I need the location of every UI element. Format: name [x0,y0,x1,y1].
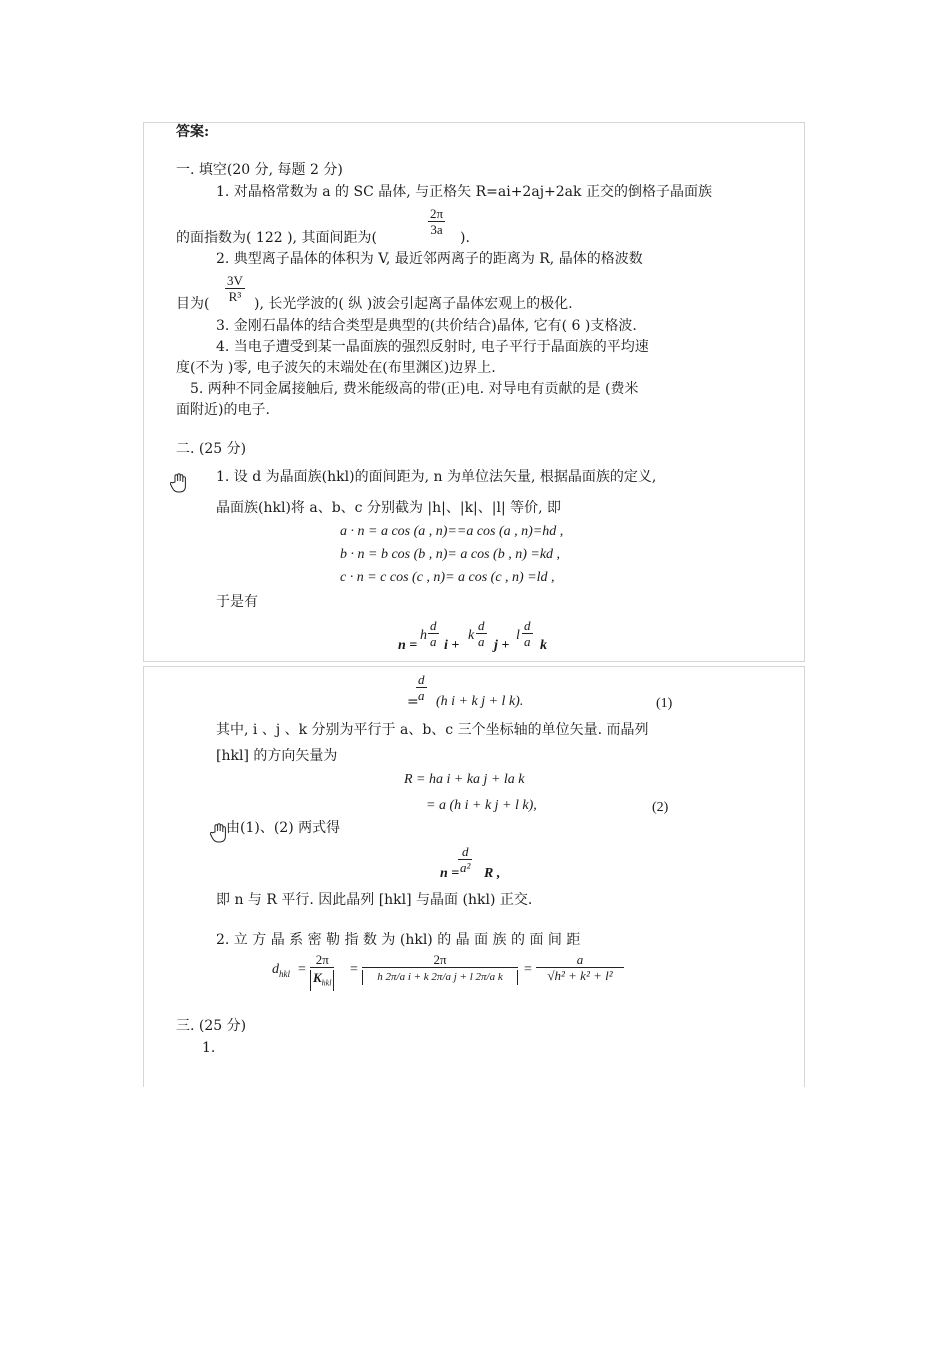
from-eq12: 由(1)、(2) 两式得 [226,820,341,836]
n-eq-frac: $\frac{d}{\text{a²}}$ [460,844,471,875]
hand-cursor-icon [170,472,190,494]
n-term-j: j + [494,638,510,653]
q2-fraction: $\frac{3V}{\text{R³}}$ [227,273,243,304]
d-frac-2: 2π h 2π/a i + k 2π/a j + l 2π/a k [362,952,518,985]
n-term-kvec: k [540,638,547,653]
n-eq-rhs: R , [484,866,501,881]
therefore-text: 于是有 [216,594,258,610]
n-lhs: n = [398,638,418,653]
q1-line2b: ). [460,230,470,246]
equation-b-dot-n: b · n = b cos (b , n)= a cos (b , n) =kd , [340,547,561,562]
eq1-frac: $\frac{d}{a}$ [418,672,425,703]
n-term-l: l [516,628,520,643]
n-frac-3: $\frac{d}{a}$ [524,618,531,649]
eq1-rhs: (h i + k j + l k). [436,694,524,709]
eq2-label: (2) [652,800,669,815]
section-2-title: 二. (25 分) [176,441,247,457]
section-1-title: 一. 填空(20 分, 每题 2 分) [176,162,343,178]
q2-line2a: 目为( [176,296,210,312]
eq1-equals: = [407,694,419,710]
q5-line2: 面附近)的电子. [176,402,270,418]
eq-sign-2: = [350,962,358,977]
equation-c-dot-n: c · n = c cos (c , n)= a cos (c , n) =ld , [340,570,555,585]
conclusion: 即 n 与 R 平行. 因此晶列 [hkl] 与晶面 (hkl) 正交. [216,892,533,908]
n-term-k: k [468,628,475,643]
section-3-title: 三. (25 分) [176,1018,247,1034]
answer-heading: 答案: [176,124,210,140]
q2-line1: 2. 典型离子晶体的体积为 V, 最近邻两离子的距离为 R, 晶体的格波数 [216,251,643,267]
eq1-label: (1) [656,696,673,711]
p2-line1: 2. 立 方 晶 系 密 勒 指 数 为 (hkl) 的 晶 面 族 的 面 间 距 [216,932,581,948]
where-line2: [hkl] 的方向矢量为 [216,748,338,764]
q5-line1: 5. 两种不同金属接触后, 费米能级高的带(正)电. 对导电有贡献的是 (费米 [190,381,639,397]
q4-line2: 度(不为 )零, 电子波矢的末端处在(布里渊区)边界上. [176,360,496,376]
q3: 3. 金刚石晶体的结合类型是典型的(共价结合)晶体, 它有( 6 )支格波. [216,318,637,334]
n-frac-1: $\frac{d}{a}$ [430,618,437,649]
n-term-i: i + [444,638,460,653]
eq-sign-1: = [298,962,306,977]
eq-sign-3: = [524,962,532,977]
section-3-item-1: 1. [202,1040,216,1056]
n-eq-lhs: n = [440,866,460,881]
d-frac-1: 2π $K_{hkl}$ [310,952,334,991]
d-frac-3: $\frac{a}{\text{√h² + k² + l²}}$ [536,952,624,983]
R-line2: = a (h i + k j + l k), [426,798,537,813]
where-line1: 其中, i 、j 、k 分别为平行于 a、b、c 三个坐标轴的单位矢量. 而晶列 [216,722,649,738]
q1-line2a: 的面指数为( 122 ), 其面间距为( [176,230,377,246]
p1-line2: 晶面族(hkl)将 a、b、c 分别截为 |h|、|k|、|l| 等价, 即 [216,500,562,516]
n-frac-2: $\frac{d}{a}$ [478,618,485,649]
q1-line1: 1. 对晶格常数为 a 的 SC 晶体, 与正格矢 R=ai+2aj+2ak 正交的倒格子晶面族 [216,184,712,200]
d-hkl: $d_{hkl}$ [272,962,290,979]
equation-a-dot-n: a · n = a cos (a , n)==a cos (a , n)=hd , [340,524,564,539]
q1-fraction: $\frac{2\pi}{3a}$ [430,206,444,237]
p1-line1: 1. 设 d 为晶面族(hkl)的面间距为, n 为单位法矢量, 根据晶面族的定义, [216,469,657,485]
q4-line1: 4. 当电子遭受到某一晶面族的强烈反射时, 电子平行于晶面族的平均速 [216,339,649,355]
R-line1: R = ha i + ka j + la k [404,772,525,787]
n-term-h: h [420,628,427,643]
q2-line2b: ), 长光学波的( 纵 )波会引起离子晶体宏观上的极化. [254,296,573,312]
